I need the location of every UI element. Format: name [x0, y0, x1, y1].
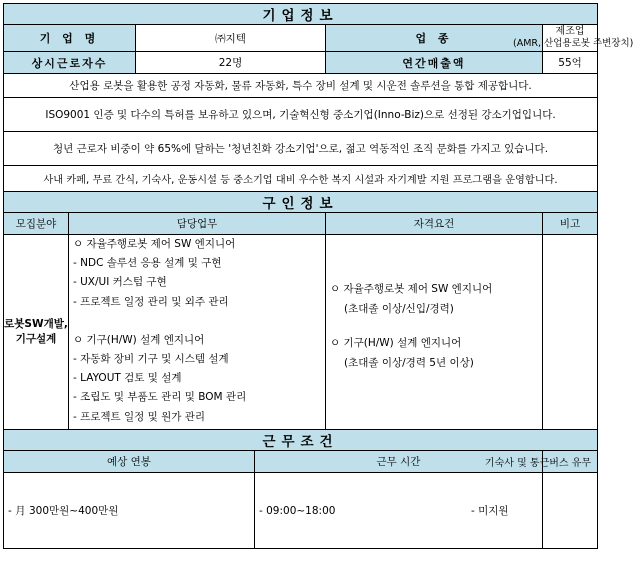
- sales-label: 연간매출액: [326, 52, 543, 74]
- qualification-item: (초대졸 이상/신입/경력): [344, 303, 454, 315]
- industry-value-line1: 제조업: [555, 26, 585, 37]
- company-name-value: ㈜지텍: [136, 25, 326, 52]
- recruit-section-title: 구인정보: [4, 192, 598, 213]
- qualification-item: (초대졸 이상/경력 5년 이상): [344, 357, 474, 369]
- company-description-2: ISO9001 인증 및 다수의 특허를 보유하고 있으며, 기술혁신형 중소기업(Inno-Biz)으로 선정된 강소기업입니다.: [4, 98, 598, 132]
- recruit-field-line1: 로봇SW개발,: [4, 318, 68, 330]
- conditions-salary-value: - 月 300만원~400만원: [4, 473, 255, 549]
- employees-label: 상시근로자수: [4, 52, 136, 74]
- duty-item: - NDC 솔루션 응용 설계 및 구현: [73, 257, 222, 270]
- industry-value: [513, 25, 633, 52]
- company-name-label: 기 업 명: [4, 25, 136, 52]
- company-description-1: 산업용 로봇을 활용한 공정 자동화, 물류 자동화, 특수 장비 설계 및 시운전 솔루션을 통합 제공합니다.: [4, 74, 598, 98]
- recruit-duties: [69, 235, 326, 430]
- duty-item: - 프로젝트 일정 관리 및 외주 관리: [73, 295, 229, 308]
- industry-value-line2: (AMR, 산업용로봇 주변장치): [513, 38, 633, 49]
- conditions-dorm-value: - 미지원: [543, 473, 598, 549]
- conditions-section-title: 근무조건: [4, 430, 598, 451]
- industry-label: 업 종: [326, 25, 543, 52]
- duty-item: [73, 312, 325, 331]
- company-section-title: 기업정보: [4, 4, 598, 25]
- recruit-field: [4, 235, 69, 430]
- duty-item: ㅇ 기구(H/W) 설계 엔지니어: [73, 333, 205, 346]
- duty-item: - UX/UI 커스텀 구현: [73, 276, 167, 289]
- conditions-hours-value: - 09:00~18:00: [255, 473, 543, 549]
- qualification-item: ㅇ 기구(H/W) 설계 엔지니어: [330, 337, 462, 349]
- conditions-header-dorm: 기숙사 및 통근버스 유무: [543, 451, 598, 473]
- recruit-header-field: 모집분야: [4, 213, 69, 235]
- duty-item: - 프로젝트 일정 및 원가 관리: [73, 410, 206, 423]
- sales-value: 55억: [543, 52, 598, 74]
- recruit-header-qualifications: 자격요건: [326, 213, 543, 235]
- conditions-header-salary: 예상 연봉: [4, 451, 255, 473]
- company-description-4: 사내 카페, 무료 간식, 기숙사, 운동시설 등 중소기업 대비 우수한 복지 시설과 자기계발 지원 프로그램을 운영합니다.: [4, 166, 598, 192]
- employees-value: 22명: [136, 52, 326, 74]
- duty-item: - 조립도 및 부품도 관리 및 BOM 관리: [73, 391, 247, 404]
- recruit-remarks: [543, 235, 598, 430]
- recruit-field-line2: 기구설계: [15, 333, 57, 345]
- company-description-3: 청년 근로자 비중이 약 65%에 달하는 '청년친화 강소기업'으로, 젊고 역동적인 조직 문화를 가지고 있습니다.: [4, 132, 598, 166]
- qualification-item: ㅇ 자율주행로봇 제어 SW 엔지니어: [330, 283, 493, 295]
- job-posting: [3, 3, 633, 549]
- duty-item: - 자동화 장비 기구 및 시스템 설계: [73, 353, 229, 366]
- duty-item: ㅇ 자율주행로봇 제어 SW 엔지니어: [73, 238, 236, 250]
- recruit-qualifications: [326, 235, 543, 430]
- conditions-header-hours: 근무 시간: [255, 451, 543, 473]
- posting-table: [3, 3, 633, 549]
- recruit-header-remarks: 비고: [543, 213, 598, 235]
- recruit-header-duties: 담당업무: [69, 213, 326, 235]
- duty-item: - LAYOUT 검토 및 설계: [73, 372, 182, 385]
- qualification-item: [330, 319, 542, 333]
